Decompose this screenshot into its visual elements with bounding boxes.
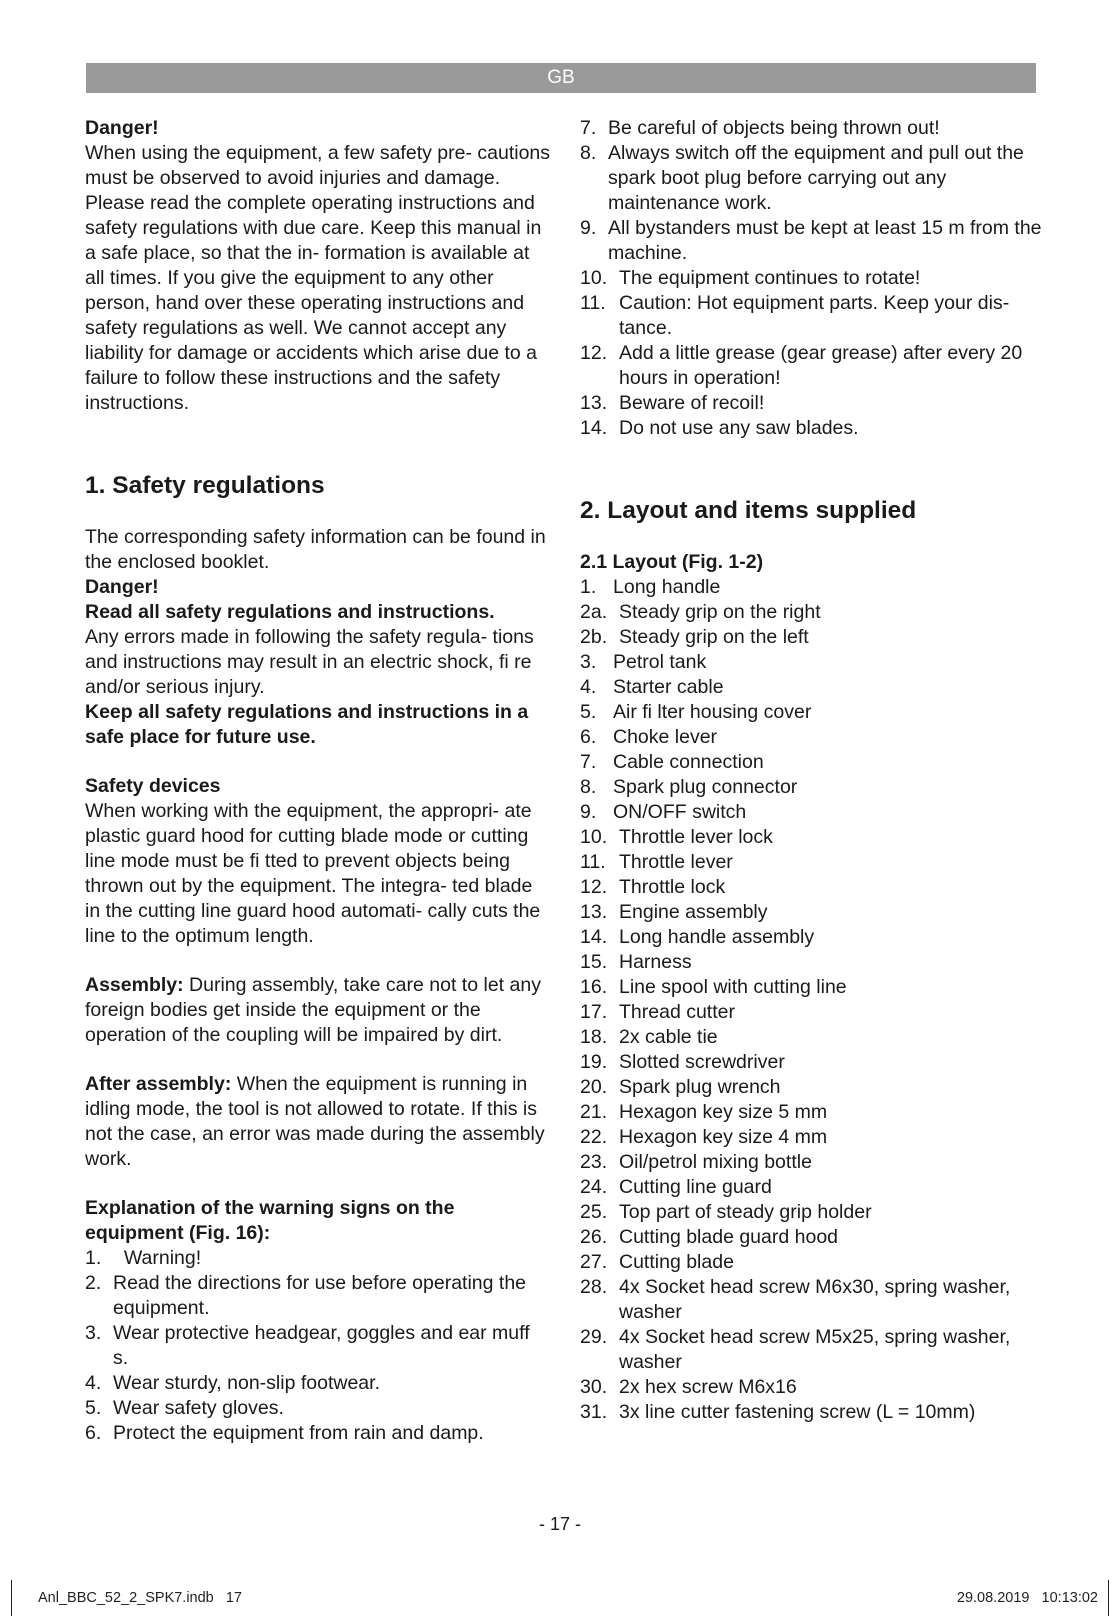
list-item-text: Steady grip on the right [619, 601, 821, 623]
list-item-number: 1. [580, 576, 597, 598]
list-item-text: Top part of steady grip holder [619, 1201, 872, 1223]
list-item-number: 11. [580, 851, 606, 873]
list-item-number: 22. [580, 1126, 608, 1148]
list-item-text: Cutting line guard [619, 1176, 772, 1198]
list-item-text: 3x line cutter fastening screw (L = 10mm) [619, 1401, 976, 1423]
list-item [580, 975, 1050, 1000]
list-item-number: 5. [85, 1397, 102, 1419]
layout-items-list [580, 575, 1050, 1425]
list-item-text: Choke lever [613, 726, 718, 748]
list-item-text: Long handle [613, 576, 721, 598]
list-item-number: 12. [580, 342, 608, 364]
list-item-number: 4. [85, 1372, 102, 1394]
list-item-number: 10. [580, 267, 608, 289]
section1-intro: The corresponding safety information can be found in the enclosed booklet. [85, 526, 546, 573]
list-item-number: 15. [580, 951, 608, 973]
list-item [580, 675, 1050, 700]
after-assembly-text: When the equipment is running in idling mode, the tool is not allowed to rotate. If this is not the case, an error was made during the assembly work. [85, 1073, 545, 1170]
list-item-text: Harness [619, 951, 692, 973]
list-item-text: 2x cable tie [619, 1026, 718, 1048]
list-item-text: Slotted screwdriver [619, 1051, 785, 1073]
list-item [580, 116, 1050, 141]
list-item-text: Spark plug wrench [619, 1076, 781, 1098]
list-item-number: 13. [580, 392, 608, 414]
list-item-number: 8. [580, 776, 597, 798]
list-item-text: Throttle lever [619, 851, 733, 873]
list-item-text: 4x Socket head screw M6x30, spring washer, washer [619, 1276, 1011, 1323]
list-item-number: 8. [580, 142, 597, 164]
list-item-text: Thread cutter [619, 1001, 735, 1023]
list-item [580, 700, 1050, 725]
list-item [580, 750, 1050, 775]
keep-all-title: Keep all safety regulations and instructions in a safe place for future use. [85, 701, 529, 748]
list-item-number: 7. [580, 117, 597, 139]
list-item-number: 25. [580, 1201, 608, 1223]
left-column [85, 116, 550, 1446]
list-item-number: 14. [580, 926, 608, 948]
list-item [580, 775, 1050, 800]
safety-devices-text: When working with the equipment, the appropri- ate plastic guard hood for cutting blade mode or cutting line mode must be fi tted to prevent objects being thrown out by the equipment. The integra- ted blade in the cutting line guard hood automati- cally cuts the line to the optimum length. [85, 800, 541, 947]
list-item [580, 1200, 1050, 1225]
list-item-number: 29. [580, 1326, 608, 1348]
list-item [580, 216, 1050, 266]
list-item [85, 1421, 550, 1446]
list-item-text: Engine assembly [619, 901, 768, 923]
list-item [85, 1271, 550, 1321]
list-item [85, 1371, 550, 1396]
list-item-number: 2. [85, 1272, 102, 1294]
list-item-number: 31. [580, 1401, 608, 1423]
list-item [85, 1396, 550, 1421]
list-item-text: Always switch off the equipment and pull out the spark boot plug before carrying out any maintenance work. [608, 142, 1024, 214]
list-item-text: Air fi lter housing cover [613, 701, 812, 723]
list-item [580, 925, 1050, 950]
list-item [580, 875, 1050, 900]
list-item-text: Do not use any saw blades. [619, 417, 859, 439]
list-item-text: All bystanders must be kept at least 15 m from the machine. [608, 217, 1042, 264]
list-item-text: Oil/petrol mixing bottle [619, 1151, 812, 1173]
warning-signs-title: Explanation of the warning signs on the equipment (Fig. 16): [85, 1197, 455, 1244]
list-item-text: Read the directions for use before operating the equipment. [113, 1272, 527, 1319]
list-item-text: Long handle assembly [619, 926, 815, 948]
assembly-text: During assembly, take care not to let any foreign bodies get inside the equipment or the operation of the coupling will be impaired by dirt. [85, 974, 541, 1046]
crop-mark-right [1108, 1580, 1109, 1616]
after-assembly-paragraph [85, 1072, 550, 1172]
warning-signs-list-continued [580, 116, 1050, 441]
list-item-number: 3. [580, 651, 597, 673]
list-item-number: 23. [580, 1151, 608, 1173]
list-item-text: Protect the equipment from rain and damp. [113, 1422, 484, 1444]
list-item-text: Starter cable [613, 676, 724, 698]
list-item-text: ON/OFF switch [613, 801, 747, 823]
language-label: GB [547, 67, 575, 88]
after-assembly-title: After assembly: [85, 1073, 232, 1095]
list-item-number: 26. [580, 1226, 608, 1248]
list-item-number: 12. [580, 876, 608, 898]
section1-title: 1. Safety regulations [85, 472, 325, 499]
list-item [580, 650, 1050, 675]
list-item-number: 10. [580, 826, 608, 848]
list-item-number: 4. [580, 676, 597, 698]
danger-title: Danger! [85, 117, 159, 139]
list-item [580, 1325, 1050, 1375]
list-item-number: 30. [580, 1376, 608, 1398]
list-item-text: Petrol tank [613, 651, 707, 673]
list-item-number: 19. [580, 1051, 608, 1073]
list-item-text: The equipment continues to rotate! [619, 267, 921, 289]
list-item-number: 6. [580, 726, 597, 748]
list-item-number: 28. [580, 1276, 608, 1298]
list-item [580, 1125, 1050, 1150]
list-item-number: 3. [85, 1322, 102, 1344]
assembly-title: Assembly: [85, 974, 184, 996]
list-item [580, 725, 1050, 750]
list-item [580, 141, 1050, 216]
section2-title: 2. Layout and items supplied [580, 497, 917, 524]
list-item [580, 800, 1050, 825]
list-item [580, 1175, 1050, 1200]
footer-file-name: Anl_BBC_52_2_SPK7.indb 17 [38, 1590, 242, 1606]
list-item [580, 1000, 1050, 1025]
list-item [580, 1150, 1050, 1175]
list-item-text: 2x hex screw M6x16 [619, 1376, 797, 1398]
list-item-number: 2b. [580, 626, 608, 648]
list-item-number: 17. [580, 1001, 608, 1023]
list-item [580, 850, 1050, 875]
warning-signs-list [85, 1246, 550, 1446]
list-item [580, 900, 1050, 925]
read-all-title: Read all safety regulations and instructions. [85, 601, 495, 623]
list-item-number: 13. [580, 901, 608, 923]
list-item [580, 600, 1050, 625]
list-item [580, 1050, 1050, 1075]
list-item-text: Cutting blade guard hood [619, 1226, 839, 1248]
list-item-number: 20. [580, 1076, 608, 1098]
assembly-paragraph [85, 973, 550, 1048]
list-item-number: 27. [580, 1251, 608, 1273]
list-item [580, 341, 1050, 391]
list-item [580, 575, 1050, 600]
list-item-text: Caution: Hot equipment parts. Keep your dis- tance. [619, 292, 1010, 339]
list-item-text: Hexagon key size 4 mm [619, 1126, 828, 1148]
list-item-text: 4x Socket head screw M5x25, spring washer, washer [619, 1326, 1011, 1373]
list-item-text: Wear protective headgear, goggles and ear muff s. [113, 1322, 530, 1369]
list-item-number: 11. [580, 292, 606, 314]
list-item [580, 416, 1050, 441]
list-item-number: 9. [580, 801, 597, 823]
list-item [580, 1375, 1050, 1400]
page-number: - 17 - [538, 1514, 581, 1534]
list-item-number: 6. [85, 1422, 102, 1444]
list-item-number: 24. [580, 1176, 608, 1198]
list-item-number: 7. [580, 751, 597, 773]
list-item-number: 1. [85, 1247, 102, 1269]
layout-title: 2.1 Layout (Fig. 1-2) [580, 551, 764, 573]
list-item [580, 1100, 1050, 1125]
list-item [580, 391, 1050, 416]
list-item [580, 625, 1050, 650]
safety-devices-title: Safety devices [85, 775, 221, 797]
list-item-text: Warning! [113, 1247, 202, 1269]
list-item-number: 5. [580, 701, 597, 723]
language-header-bar [86, 63, 1036, 93]
crop-mark-left [11, 1580, 12, 1616]
list-item-text: Spark plug connector [613, 776, 798, 798]
list-item [580, 1025, 1050, 1050]
list-item [580, 1275, 1050, 1325]
list-item-number: 2a. [580, 601, 608, 623]
footer-timestamp: 29.08.2019 10:13:02 [956, 1590, 1098, 1606]
list-item-number: 9. [580, 217, 597, 239]
danger2-title: Danger! [85, 576, 159, 598]
list-item-text: Throttle lever lock [619, 826, 773, 848]
list-item-text: Wear safety gloves. [113, 1397, 284, 1419]
list-item-text: Throttle lock [619, 876, 726, 898]
list-item-text: Cable connection [613, 751, 764, 773]
list-item [580, 1225, 1050, 1250]
list-item-text: Add a little grease (gear grease) after every 20 hours in operation! [619, 342, 1023, 389]
list-item [580, 1250, 1050, 1275]
list-item [85, 1321, 550, 1371]
right-column [580, 116, 1050, 1425]
list-item-text: Steady grip on the left [619, 626, 809, 648]
list-item [580, 825, 1050, 850]
list-item [580, 266, 1050, 291]
list-item-text: Wear sturdy, non-slip footwear. [113, 1372, 380, 1394]
list-item [580, 1075, 1050, 1100]
list-item-number: 21. [580, 1101, 608, 1123]
list-item-text: Line spool with cutting line [619, 976, 847, 998]
list-item [85, 1246, 550, 1271]
list-item [580, 950, 1050, 975]
list-item-text: Hexagon key size 5 mm [619, 1101, 828, 1123]
list-item-text: Cutting blade [619, 1251, 734, 1273]
list-item-text: Beware of recoil! [619, 392, 765, 414]
list-item [580, 291, 1050, 341]
list-item [580, 1400, 1050, 1425]
list-item-number: 16. [580, 976, 608, 998]
list-item-text: Be careful of objects being thrown out! [608, 117, 940, 139]
list-item-number: 14. [580, 417, 608, 439]
list-item-number: 18. [580, 1026, 608, 1048]
read-all-text: Any errors made in following the safety regula- tions and instructions may result in an electric shock, fi re and/or serious injury. [85, 626, 534, 698]
danger-text: When using the equipment, a few safety pre- cautions must be observed to avoid injuries and damage. Please read the complete operating instructions and safety regulations with due care. Keep this manual in a safe place, so that the in- formation is available at all times. If you give the equipment to any other person, hand over these operating instructions and safety regulations as well. We cannot accept any liability for damage or accidents which arise due to a failure to follow these instructions and the safety instructions. [85, 142, 551, 414]
